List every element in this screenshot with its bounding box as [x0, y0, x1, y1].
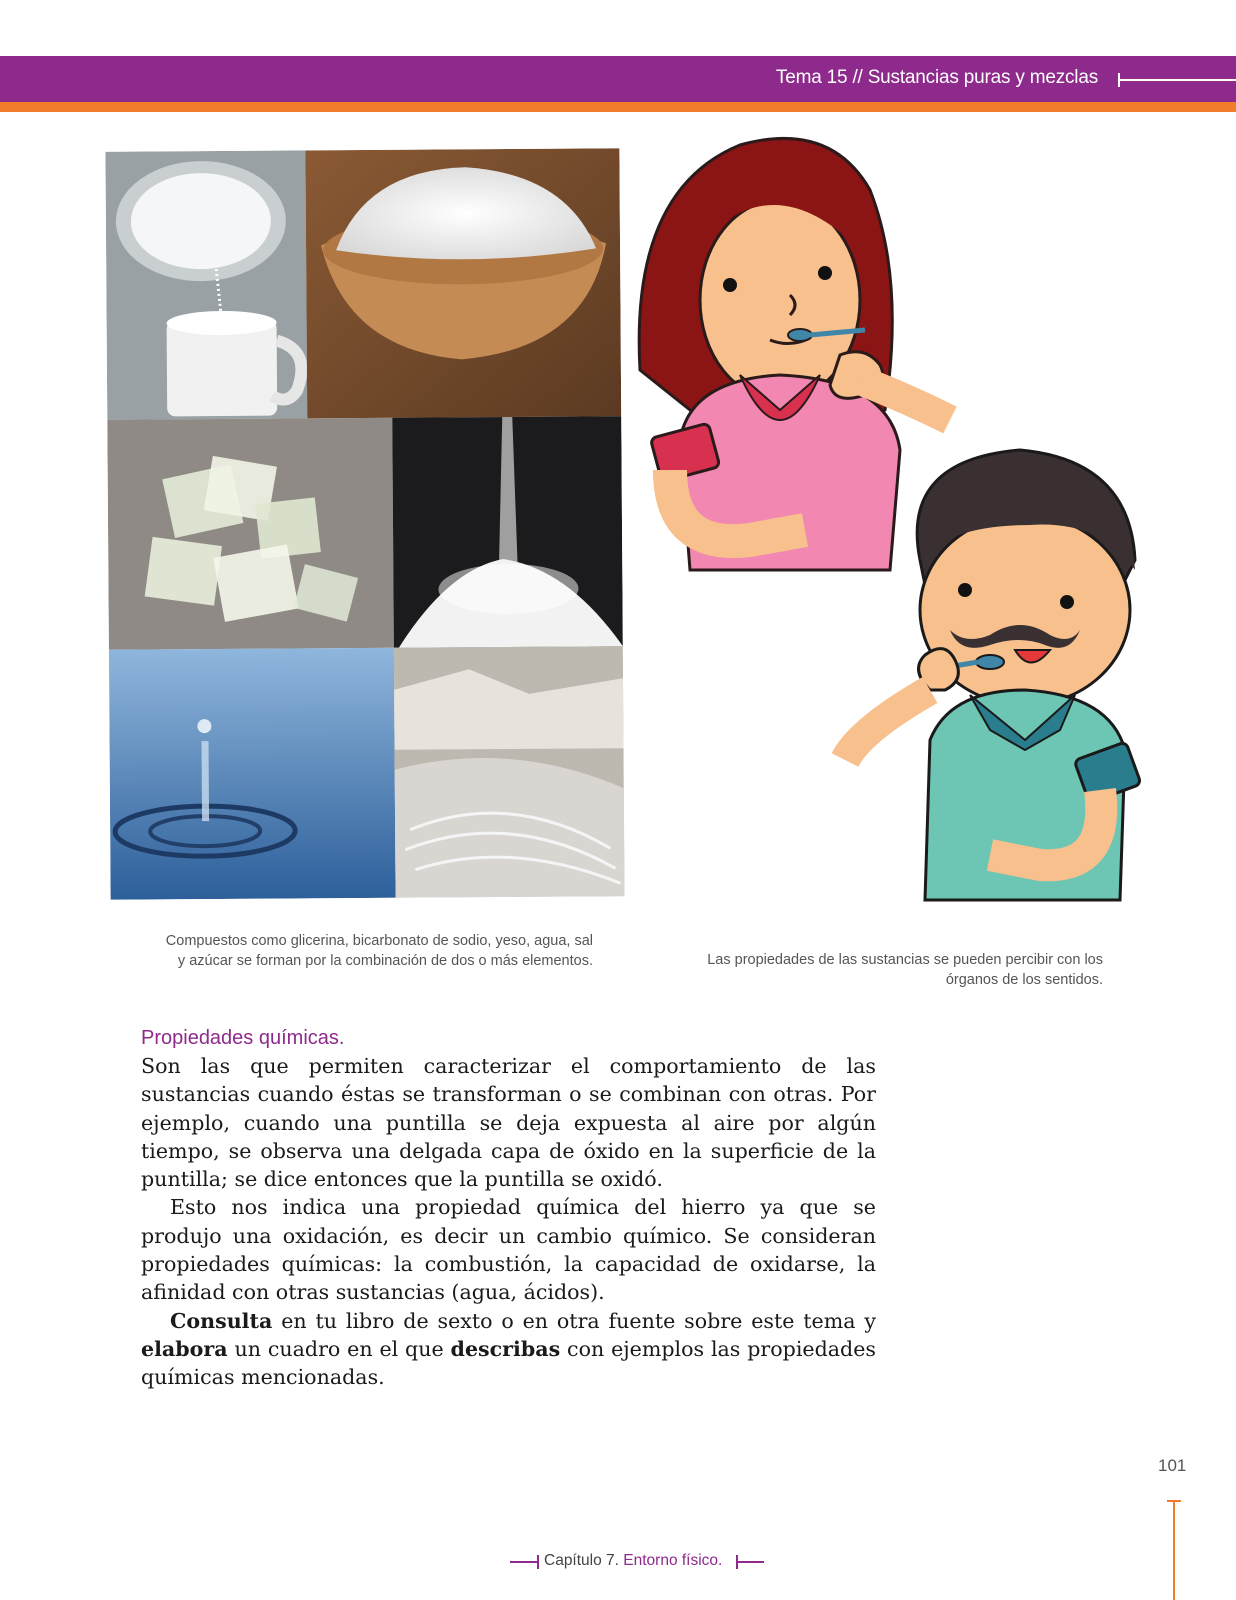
footer-rule-left — [510, 1561, 538, 1563]
paragraph-1: Son las que permiten caracterizar el comportamiento de las sustancias cuando éstas se transforman o se combinan con otras. Por ejemplo, cuando una puntilla se deja expuesta al aire por algún tiempo, se observa una delgada capa de óxido en la superficie de la puntilla; se dice entonces que la puntilla se oxidó. — [141, 1054, 876, 1192]
footer — [510, 1550, 770, 1574]
paragraph-3-text-1: en tu libro de sexto o en otra fuente sobre este tema y — [272, 1308, 876, 1333]
side-rule — [1173, 1500, 1175, 1600]
paragraph-3 — [141, 1307, 876, 1392]
footer-chapter-title: Entorno físico. — [618, 1552, 723, 1569]
photo-glycerin-cubes — [107, 418, 394, 650]
keyword-consulta: Consulta — [170, 1308, 273, 1333]
photo-gypsum-rocks — [394, 646, 625, 898]
compounds-photo-collage — [105, 148, 624, 900]
footer-tick-left — [537, 1555, 539, 1569]
paragraph-3-text-3: con ejemplos las propiedades químicas mencionadas. — [141, 1336, 876, 1390]
photo-sugar-pile — [392, 416, 623, 648]
photo-water-drop — [109, 648, 396, 900]
header-accent-stripe — [0, 102, 1236, 112]
photo-baking-soda-bowl — [305, 148, 621, 418]
paragraph-3-text-2: un cuadro en el que — [227, 1336, 451, 1361]
tasting-characters-illustration — [630, 130, 1170, 930]
body-text — [141, 1052, 876, 1392]
keyword-describas: describas — [450, 1336, 561, 1361]
illustration-caption: Las propiedades de las sustancias se pueden percibir con los órganos de los sentidos. — [707, 952, 1103, 988]
paragraph-2: Esto nos indica una propiedad química del hierro ya que se produjo una oxidación, es decir un cambio químico. Se consideran propiedades químicas: la combustión, la capacidad de oxidarse, la afinidad con otras sustancias (agua, ácidos). — [141, 1195, 876, 1305]
footer-rule-right — [736, 1561, 764, 1563]
collage-caption: Compuestos como glicerina, bicarbonato de sodio, yeso, agua, sal y azúcar se forman por la combinación de dos o más elementos. — [165, 933, 593, 969]
page-number: 101 — [1158, 1456, 1187, 1475]
footer-chapter: Capítulo 7. — [544, 1552, 619, 1569]
footer-label — [544, 1552, 722, 1570]
photo-salt-sieve — [105, 150, 307, 419]
girl-character — [639, 138, 950, 570]
section-heading: Propiedades químicas. — [141, 1027, 345, 1049]
header-title: Tema 15 // Sustancias puras y mezclas — [775, 67, 1098, 88]
keyword-elabora: elabora — [141, 1336, 228, 1361]
header-rule — [1118, 79, 1236, 81]
